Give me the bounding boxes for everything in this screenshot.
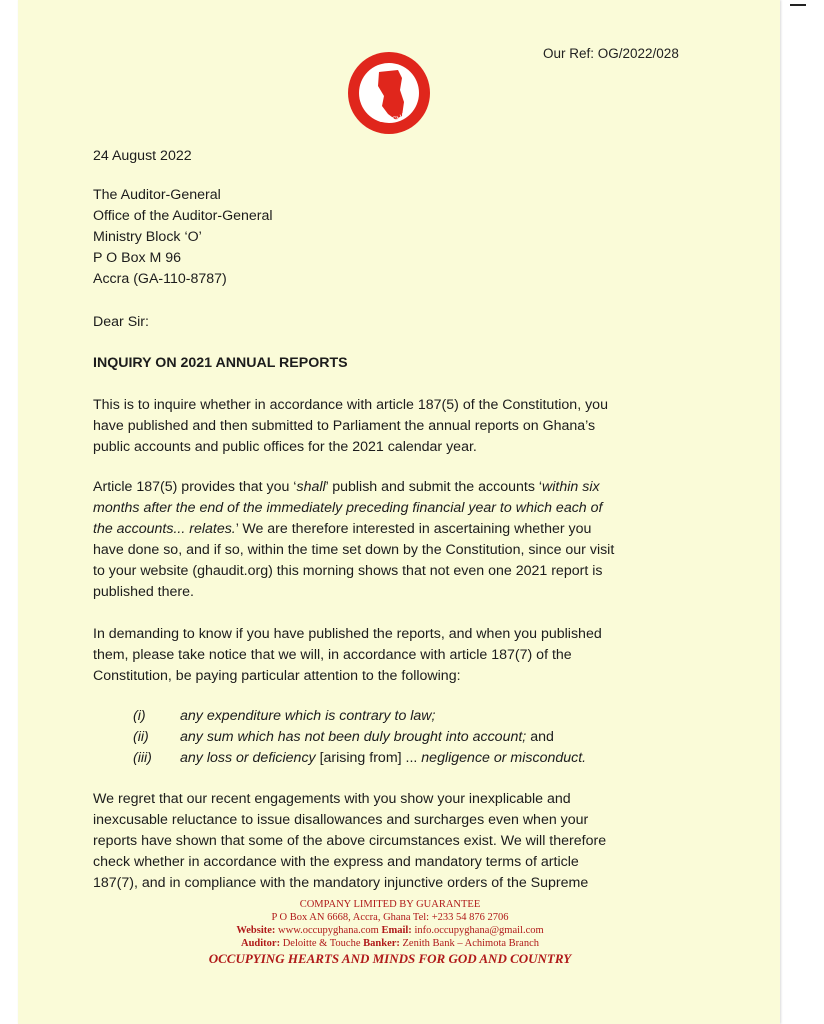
paragraph-line: In demanding to know if you have published the reports, and when you published bbox=[93, 626, 602, 642]
footer-label: Banker: bbox=[363, 938, 400, 949]
address-line: P O Box M 96 bbox=[93, 250, 182, 266]
footer-label: Email: bbox=[381, 925, 412, 936]
salutation: Dear Sir: bbox=[93, 314, 149, 330]
paragraph-line: check whether in accordance with the express and mandatory terms of article bbox=[93, 854, 579, 870]
list-item bbox=[133, 706, 586, 727]
footer-company: COMPANY LIMITED BY GUARANTEE bbox=[299, 899, 481, 910]
emphasis: any loss or deficiency bbox=[180, 750, 316, 766]
emphasis: the accounts... relates. bbox=[93, 521, 236, 537]
address-line: Accra (GA-110-8787) bbox=[93, 271, 227, 287]
paragraph-line: Constitution, be paying particular attention to the following: bbox=[93, 668, 461, 684]
footer-label: Auditor: bbox=[240, 938, 281, 949]
paragraph-line: This is to inquire whether in accordance with article 187(5) of the Constitution, you bbox=[93, 397, 608, 413]
list-item bbox=[133, 727, 586, 748]
address-line: The Auditor-General bbox=[93, 187, 221, 203]
paragraph-line bbox=[93, 519, 685, 540]
paragraph-line: them, please take notice that we will, in accordance with article 187(7) of the bbox=[93, 647, 572, 663]
paragraph-2 bbox=[93, 477, 685, 603]
paragraph-4 bbox=[93, 789, 685, 894]
conditions-list bbox=[133, 706, 586, 769]
footer-slogan: OCCUPYING HEARTS AND MINDS FOR GOD AND COUNTRY bbox=[208, 951, 572, 966]
letterhead-footer bbox=[120, 898, 660, 967]
text-span: and bbox=[526, 729, 554, 745]
recipient-address bbox=[93, 185, 685, 290]
text-span: [arising from] ... bbox=[315, 750, 422, 766]
footer-banker: Zenith Bank – Achimota Branch bbox=[399, 938, 539, 949]
footer-email: info.occupyghana@gmail.com bbox=[411, 925, 544, 936]
letter-date: 24 August 2022 bbox=[93, 148, 192, 164]
emphasis: any expenditure which is contrary to law; bbox=[180, 708, 436, 724]
paragraph-line: 187(7), and in compliance with the mandatory injunctive orders of the Supreme bbox=[93, 875, 589, 891]
occupyghana-logo-icon bbox=[346, 50, 432, 136]
logo-text: #OCCUPYGHANA bbox=[360, 102, 416, 125]
list-number: (iii) bbox=[133, 750, 152, 766]
reference-number: Our Ref: OG/2022/028 bbox=[543, 46, 679, 61]
list-item bbox=[133, 748, 586, 769]
text-span: ’ publish and submit the accounts ‘ bbox=[325, 479, 543, 495]
list-number: (ii) bbox=[133, 729, 149, 745]
paragraph-line: reports have shown that some of the above circumstances exist. We will therefore bbox=[93, 833, 607, 849]
divider bbox=[790, 4, 806, 6]
paragraph-line: We regret that our recent engagements with you show your inexplicable and bbox=[93, 791, 571, 807]
address-line: Office of the Auditor-General bbox=[93, 208, 273, 224]
paragraph-line: have done so, and if so, within the time set down by the Constitution, since our visit bbox=[93, 542, 615, 558]
footer-auditor: Deloitte & Touche bbox=[280, 938, 364, 949]
text-span: Article 187(5) provides that you ‘ bbox=[93, 479, 297, 495]
text-span: ’ We are therefore interested in ascertaining whether you bbox=[235, 521, 592, 537]
paragraph-line: public accounts and public offices for the 2021 calendar year. bbox=[93, 439, 477, 455]
footer-contacts bbox=[120, 924, 660, 937]
address-line: Ministry Block ‘O’ bbox=[93, 229, 202, 245]
paragraph-1 bbox=[93, 395, 685, 458]
paragraph-line: to your website (ghaudit.org) this morning shows that not even one 2021 report is bbox=[93, 563, 603, 579]
paragraph-3 bbox=[93, 624, 685, 687]
footer-website: www.occupyghana.com bbox=[275, 925, 382, 936]
footer-label: Website: bbox=[236, 925, 276, 936]
footer-address: P O Box AN 6668, Accra, Ghana Tel: +233 54 876 2706 bbox=[271, 912, 509, 923]
emphasis: months after the end of the immediately preceding financial year to which each of bbox=[93, 500, 603, 516]
emphasis: negligence or misconduct. bbox=[421, 750, 587, 766]
paragraph-line: inexcusable reluctance to issue disallowances and surcharges even when your bbox=[93, 812, 589, 828]
list-number: (i) bbox=[133, 708, 146, 724]
paragraph-line: published there. bbox=[93, 584, 194, 600]
subject-heading: INQUIRY ON 2021 ANNUAL REPORTS bbox=[93, 355, 348, 371]
paragraph-line: have published and then submitted to Parliament the annual reports on Ghana’s bbox=[93, 418, 596, 434]
emphasis: within six bbox=[542, 479, 600, 495]
footer-finance bbox=[120, 937, 660, 950]
paragraph-line bbox=[93, 498, 685, 519]
emphasis: any sum which has not been duly brought into account; bbox=[180, 729, 527, 745]
emphasis: shall bbox=[296, 479, 326, 495]
paragraph-line bbox=[93, 477, 685, 498]
